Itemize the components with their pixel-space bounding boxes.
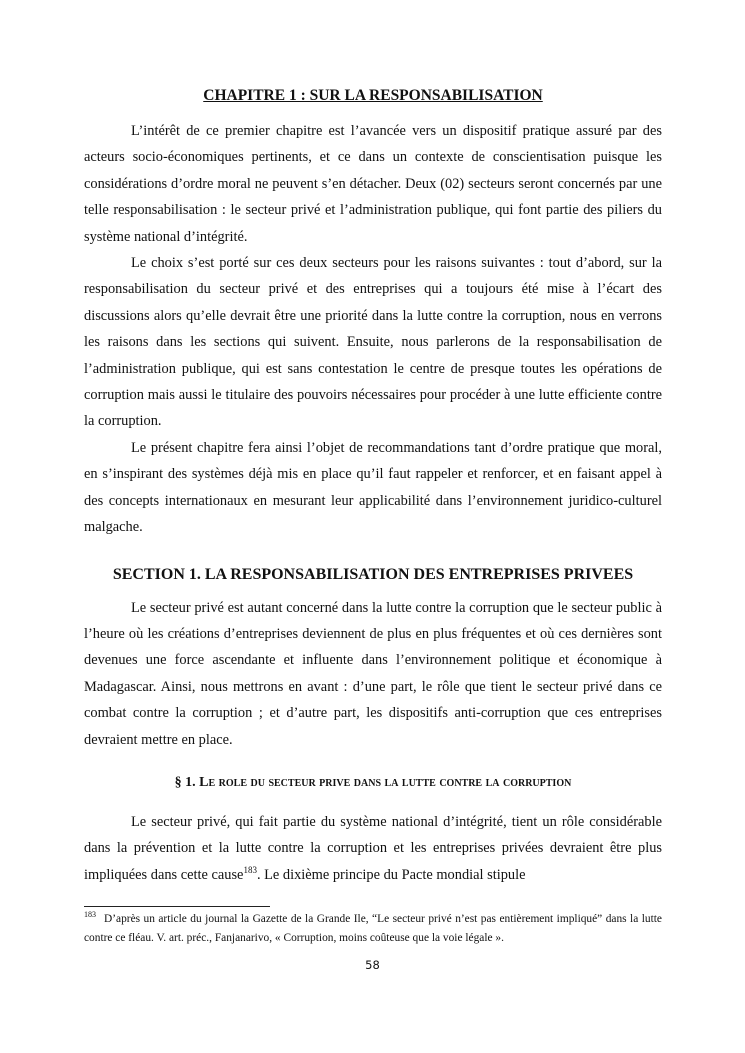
footnote <box>84 910 662 948</box>
document-page <box>84 84 662 888</box>
footnote-text: D’après un article du journal la Gazette de la Grande Ile, “Le secteur privé n’est pas entièrement impliqué” dans la lutte contre ce fléau. V. art. préc., Fanjanarivo, « Corruption, moins coûteuse que la voie légale ». <box>84 913 662 944</box>
paragraph-intro-2: Le choix s’est porté sur ces deux secteurs pour les raisons suivantes : tout d’abord, sur la responsabilisation du secteur privé et des entreprises qui a toujours été mise à l’écart des discussions alors qu’elle devrait être une priorité dans la lutte contre la corruption, nous en verrons les raisons dans les sections qui suivent. Ensuite, nous parlerons de la responsabilisation de l’administration publique, qui est sans contestation le centre de presque toutes les opérations de corruption mais aussi le titulaire des pouvoirs nécessaires pour procéder à une lutte efficiente contre la corruption. <box>84 255 662 430</box>
footnote-number: 183 <box>84 910 96 920</box>
footnote-reference[interactable]: 183 <box>243 864 257 875</box>
section-title: SECTION 1. LA RESPONSABILISATION DES ENTREPRISES PRIVEES <box>112 565 634 583</box>
subsection-title: § 1. Le role du secteur prive dans la lutte contre la corruption <box>174 774 572 790</box>
paragraph-intro-3: Le présent chapitre fera ainsi l’objet de recommandations tant d’ordre pratique que moral, en s’inspirant des systèmes déjà mis en place qu’il faut rappeler et renforcer, et en faisant appel à des concepts internationaux en mesurant leur applicabilité dans l’environnement juridico-culturel malgache. <box>84 439 662 536</box>
paragraph-section-1: Le secteur privé est autant concerné dans la lutte contre la corruption que le secteur public à l’heure où les créations d’entreprises deviennent de plus en plus fréquentes et où ces dernières sont devenues une force ascendante et influente dans l’environnement politique et économique à Madagascar. Ainsi, nous mettrons en avant : d’une part, le rôle que tient le secteur privé dans ce combat contre la corruption ; et d’autre part, les dispositifs anti-corruption que ces entreprises devraient mettre en place. <box>84 599 662 748</box>
paragraph-subsection-1 <box>84 809 662 888</box>
footnote-divider <box>84 906 270 907</box>
paragraph-intro-1: L’intérêt de ce premier chapitre est l’avancée vers un dispositif pratique assuré par des acteurs socio-économiques pertinents, et ce dans un contexte de conscientisation puisque les considérations d’ordre moral ne peuvent s’en détacher. Deux (02) secteurs seront concernés par une telle responsabilisation : le secteur privé et l’administration publique, qui font partie des piliers du système national d’intégrité. <box>84 123 662 245</box>
paragraph-text-continued: . Le dixième principe du Pacte mondial stipule <box>256 866 526 883</box>
chapter-title: CHAPITRE 1 : SUR LA RESPONSABILISATION <box>203 87 543 104</box>
page-number: 58 <box>365 958 380 972</box>
paragraph-text: Le secteur privé, qui fait partie du système national d’intégrité, tient un rôle considérable dans la prévention et la lutte contre la corruption et les entreprises privées devraient être plus impliquées dans cette cause <box>84 813 662 883</box>
